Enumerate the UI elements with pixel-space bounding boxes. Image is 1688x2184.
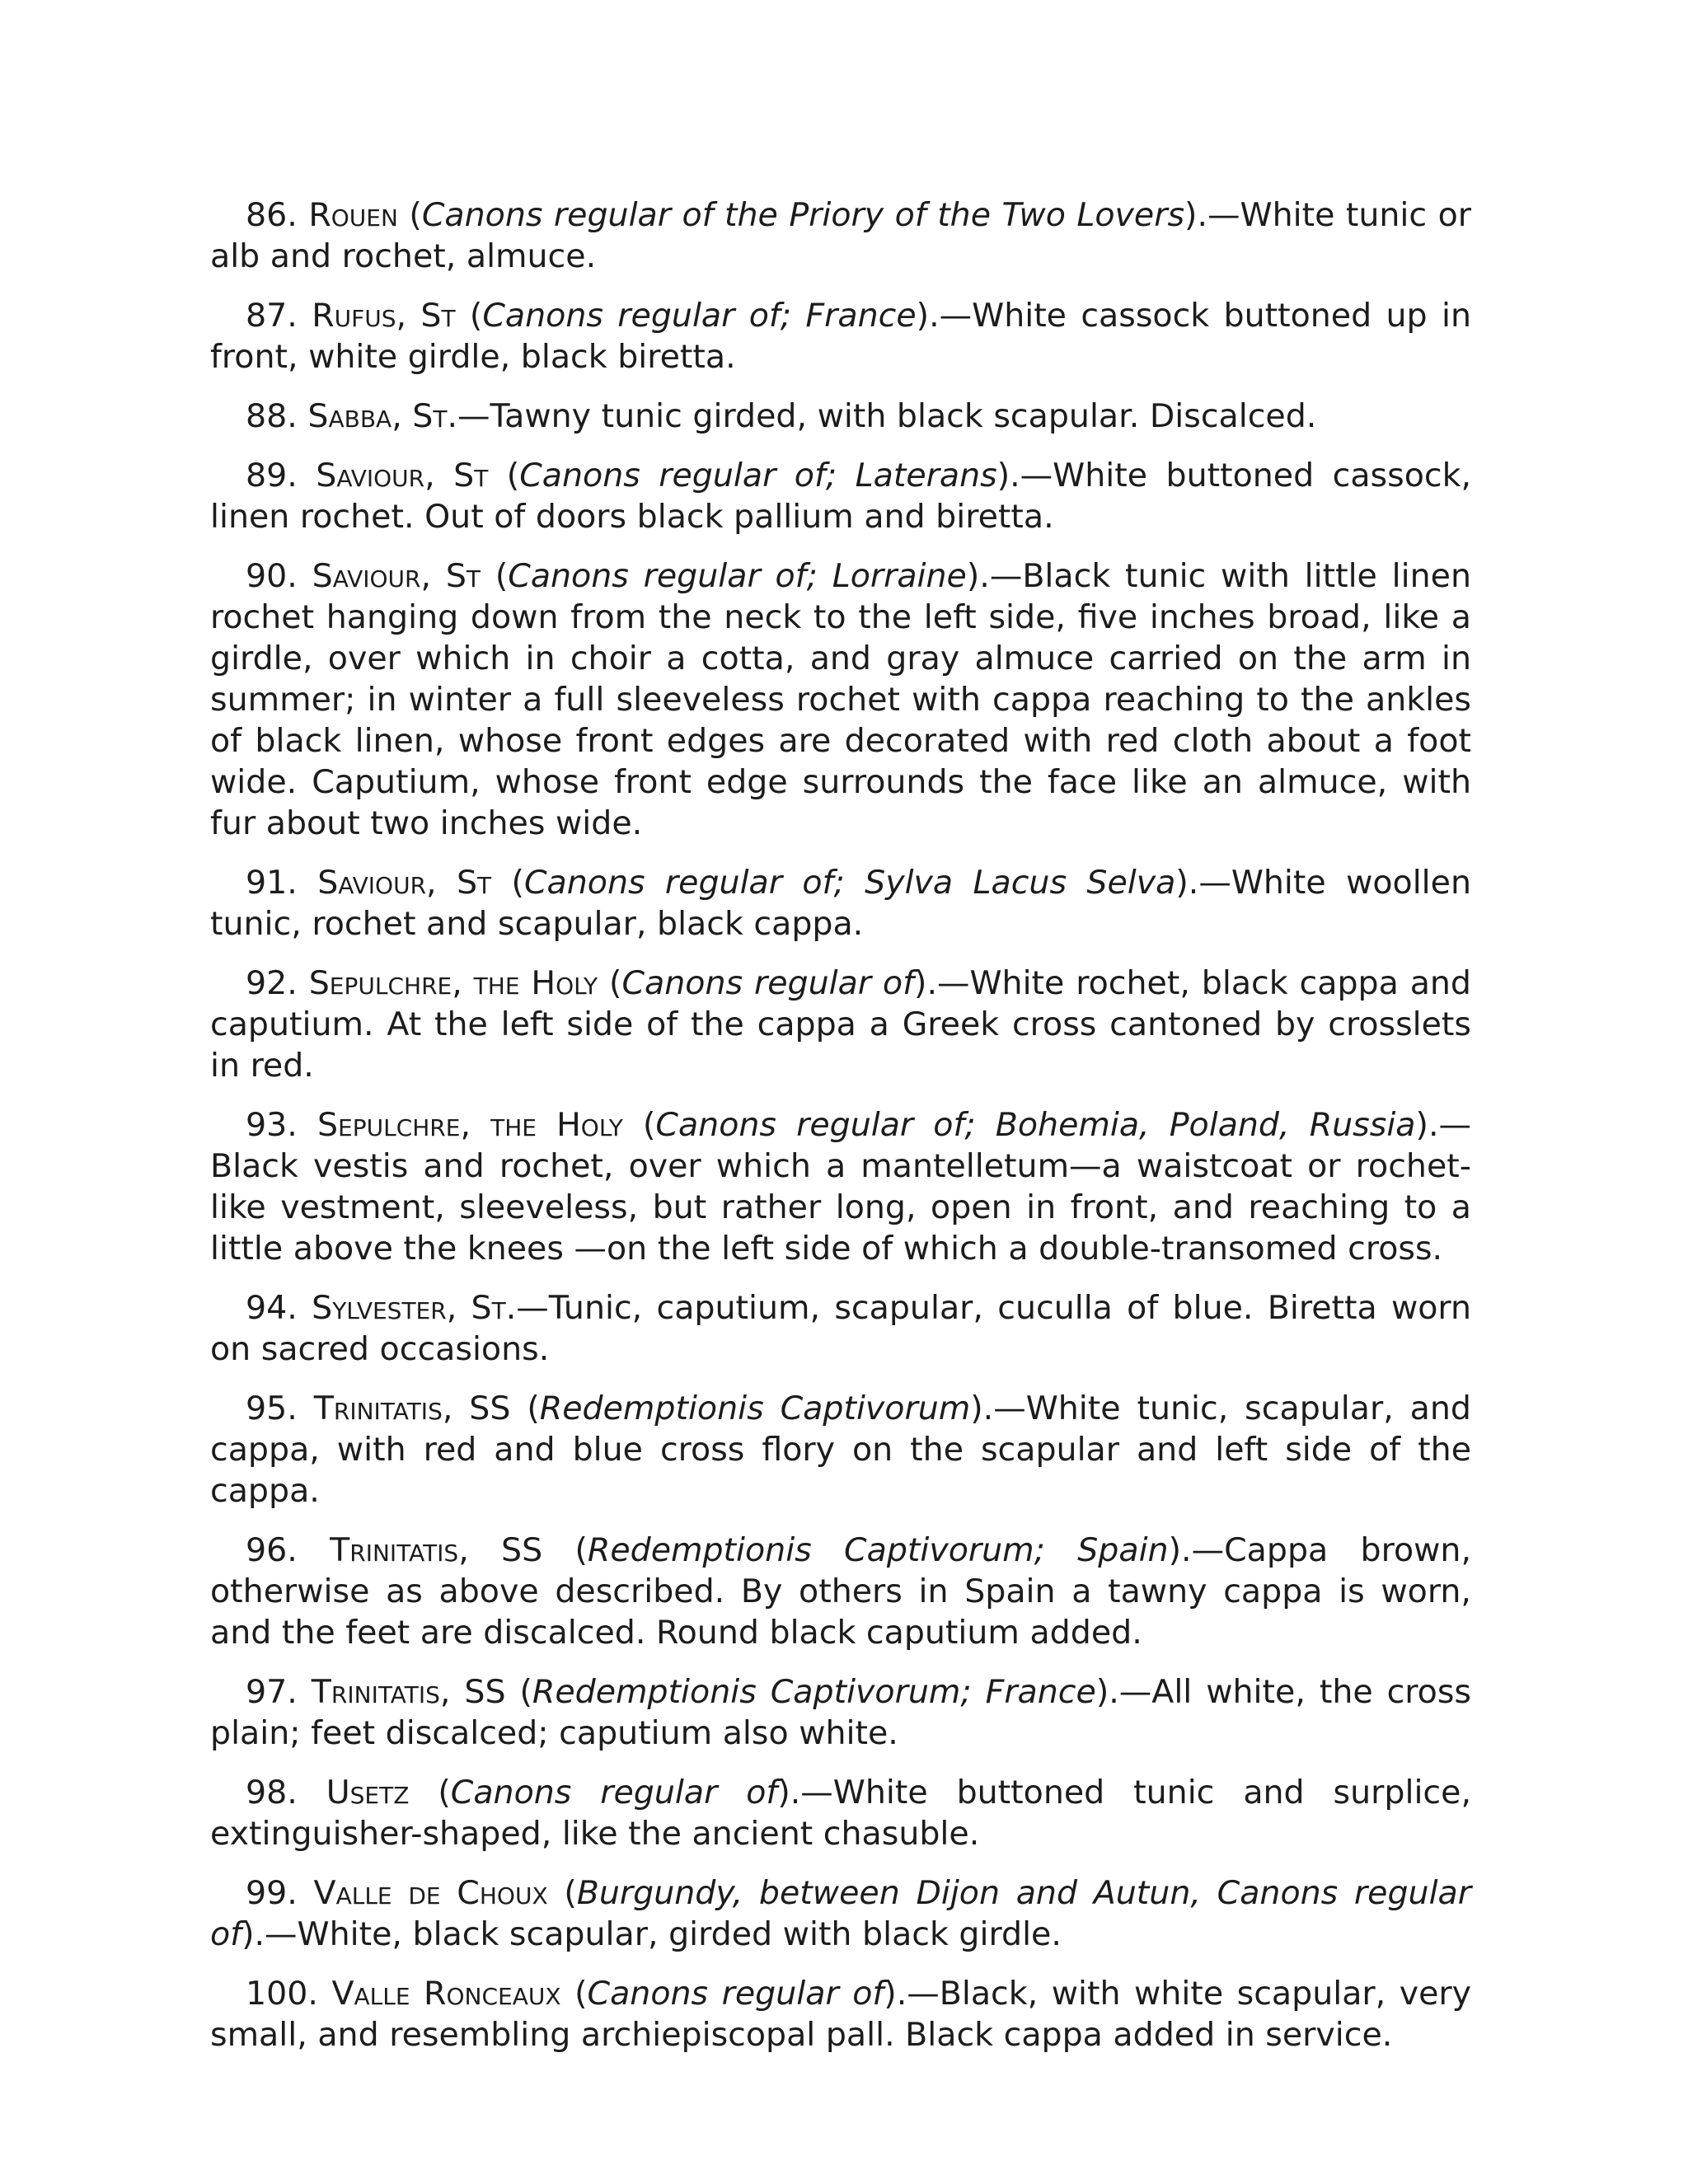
entry-89: 89. Saviour, St (Canons regular of; Laterans).—White buttoned cassock, linen rochet. Out of doors black pallium and biretta.	[210, 457, 1472, 536]
entry-description: .—All white, the cross plain; feet discalced; caputium also white.	[210, 1673, 1472, 1752]
entry-qualifier: Redemptionis Captivorum	[539, 1390, 971, 1427]
entry-description: .—White tunic, scapular, and cappa, with red and blue cross flory on the scapular and left side of the cappa.	[210, 1390, 1471, 1510]
entry-qualifier: Canons regular of	[450, 1774, 778, 1811]
entry-96: 96. Trinitatis, SS (Redemptionis Captivorum; Spain).—Cappa brown, otherwise as above described. By others in Spain a tawny cappa is worn, and the feet are discalced. Round black caputium added.	[210, 1531, 1472, 1652]
entry-qualifier: Canons regular of; France	[482, 297, 917, 335]
entry-100: 100. Valle Ronceaux (Canons regular of).—Black, with white scapular, very small, and resembling archiepiscopal pall. Black cappa added in service.	[210, 1975, 1472, 2054]
entry-name: Trinitatis, SS	[313, 1390, 511, 1427]
entry-name: Valle Ronceaux	[331, 1975, 561, 2013]
entry-number: 97.	[246, 1673, 298, 1711]
entry-qualifier: Canons regular of; Sylva Lacus Selva	[523, 864, 1176, 902]
entry-name: Sabba, St.	[307, 397, 458, 435]
entry-88	[210, 396, 1471, 437]
entry-86: 86. Rouen (Canons regular of the Priory of the Two Lovers).—White tunic or alb and rochet, almuce.	[210, 196, 1472, 275]
entry-name: Saviour, St	[312, 557, 481, 595]
entry-94	[210, 1287, 1471, 1370]
entry-qualifier: Canons regular of the Priory of the Two Lovers	[421, 196, 1185, 234]
entry-number: 99.	[246, 1874, 298, 1912]
entry-description: .—White woollen tunic, rochet and scapular, black cappa.	[210, 864, 1471, 943]
entry-number: 91.	[246, 864, 298, 902]
entry-number: 93.	[246, 1106, 298, 1144]
entry-name: Saviour, St	[317, 864, 492, 902]
entry-qualifier: Canons regular of	[621, 964, 915, 1002]
entry-qualifier: Canons regular of; Bohemia, Poland, Russia	[655, 1106, 1416, 1144]
entry-87: 87. Rufus, St (Canons regular of; France).—White cassock buttoned up in front, white girdle, black biretta.	[210, 297, 1471, 376]
entry-description: .—Black, with white scapular, very small, and resembling archiepiscopal pall. Black cappa added in service.	[210, 1975, 1472, 2054]
entry-name: Saviour, St	[316, 457, 489, 494]
entry-name: Rufus, St	[312, 297, 456, 335]
entry-93: 93. Sepulchre, the Holy (Canons regular of; Bohemia, Poland, Russia).—Black vestis and rochet, over which a mantelletum—a waistcoat or rochet-like vestment, sleeveless, but rather long, open in front, and reaching to a little above the knees —on the left side of which a double-transomed cross.	[210, 1106, 1471, 1268]
entry-92: 92. Sepulchre, the Holy (Canons regular of).—White rochet, black cappa and caputium. At the left side of the cappa a Greek cross cantoned by crosslets in red.	[210, 964, 1472, 1085]
entry-description: .—White, black scapular, girded with black girdle.	[254, 1915, 1062, 1953]
entry-description: .—Cappa brown, otherwise as above described. By others in Spain a tawny cappa is worn, and the feet are discalced. Round black caputium added.	[210, 1531, 1472, 1652]
entry-number: 95.	[246, 1390, 298, 1427]
entry-qualifier: Burgundy, between Dijon and Autun, Canons regular of	[210, 1874, 1471, 1953]
document-page	[210, 194, 1471, 2074]
entry-number: 89.	[246, 457, 298, 494]
entry-number: 92.	[246, 964, 298, 1002]
entry-99: 99. Valle de Choux (Burgundy, between Dijon and Autun, Canons regular of).—White, black scapular, girded with black girdle.	[210, 1874, 1471, 1953]
entry-name: Rouen	[308, 196, 398, 234]
entry-name: Sylvester, St.	[312, 1289, 517, 1327]
entry-description: .—White buttoned tunic and surplice, extinguisher-shaped, like the ancient chasuble.	[210, 1774, 1471, 1853]
entry-90: 90. Saviour, St (Canons regular of; Lorraine).—Black tunic with little linen rochet hanging down from the neck to the left side, five inches broad, like a girdle, over which in choir a cotta, and gray almuce carried on the arm in summer; in winter a full sleeveless rochet with cappa reaching to the ankles of black linen, whose front edges are decorated with red cloth about a foot wide. Caputium, whose front edge surrounds the face like an almuce, with fur about two inches wide.	[210, 557, 1471, 842]
entry-description: .—White tunic or alb and rochet, almuce.	[210, 196, 1472, 275]
entry-description: .—White buttoned cassock, linen rochet. Out of doors black pallium and biretta.	[210, 457, 1472, 536]
entry-qualifier: Redemptionis Captivorum; France	[532, 1673, 1096, 1711]
entry-number: 94.	[246, 1289, 298, 1327]
entry-number: 96.	[246, 1531, 298, 1569]
entry-qualifier: Redemptionis Captivorum; Spain	[587, 1531, 1169, 1569]
entry-name: Trinitatis, SS	[311, 1673, 506, 1711]
entry-qualifier: Canons regular of; Lorraine	[508, 557, 967, 595]
entry-qualifier: Canons regular of	[587, 1975, 884, 2013]
entry-description: —Tunic, caputium, scapular, cuculla of blue. Biretta worn on sacred occasions.	[210, 1289, 1472, 1368]
entry-number: 88.	[246, 397, 298, 435]
entry-description: .—Black vestis and rochet, over which a mantelletum—a waistcoat or rochet-like vestment, sleeveless, but rather long, open in front, and reaching to a little above the knees —on the left side of which a double-transomed cross.	[210, 1106, 1471, 1268]
entry-description: .—White rochet, black cappa and caputium. At the left side of the cappa a Greek cross cantoned by crosslets in red.	[210, 964, 1472, 1085]
entry-91: 91. Saviour, St (Canons regular of; Sylva Lacus Selva).—White woollen tunic, rochet and scapular, black cappa.	[210, 864, 1471, 943]
entry-number: 86.	[246, 196, 298, 234]
entry-description: .—Black tunic with little linen rochet hanging down from the neck to the left side, five inches broad, like a girdle, over which in choir a cotta, and gray almuce carried on the arm in summer; in winter a full sleeveless rochet with cappa reaching to the ankles of black linen, whose front edges are decorated with red cloth about a foot wide. Caputium, whose front edge surrounds the face like an almuce, with fur about two inches wide.	[210, 557, 1471, 842]
entry-name: Trinitatis, SS	[330, 1531, 543, 1569]
entry-number: 90.	[246, 557, 298, 595]
entry-name: Sepulchre, the Holy	[308, 964, 598, 1002]
entry-name: Valle de Choux	[313, 1874, 548, 1912]
entry-number: 100.	[246, 1975, 318, 2013]
entry-description: .—White cassock buttoned up in front, white girdle, black biretta.	[210, 297, 1471, 376]
entry-number: 87.	[246, 297, 298, 335]
entry-98: 98. Usetz (Canons regular of).—White buttoned tunic and surplice, extinguisher-shaped, like the ancient chasuble.	[210, 1774, 1471, 1853]
entry-qualifier: Canons regular of; Laterans	[519, 457, 997, 494]
entry-description: —Tawny tunic girded, with black scapular. Discalced.	[457, 397, 1317, 435]
entry-97: 97. Trinitatis, SS (Redemptionis Captivorum; France).—All white, the cross plain; feet discalced; caputium also white.	[210, 1673, 1472, 1752]
entry-95: 95. Trinitatis, SS (Redemptionis Captivorum).—White tunic, scapular, and cappa, with red and blue cross flory on the scapular and left side of the cappa.	[210, 1390, 1471, 1510]
entry-name: Sepulchre, the Holy	[316, 1106, 623, 1144]
entry-number: 98.	[246, 1774, 298, 1811]
entry-name: Usetz	[326, 1774, 410, 1811]
